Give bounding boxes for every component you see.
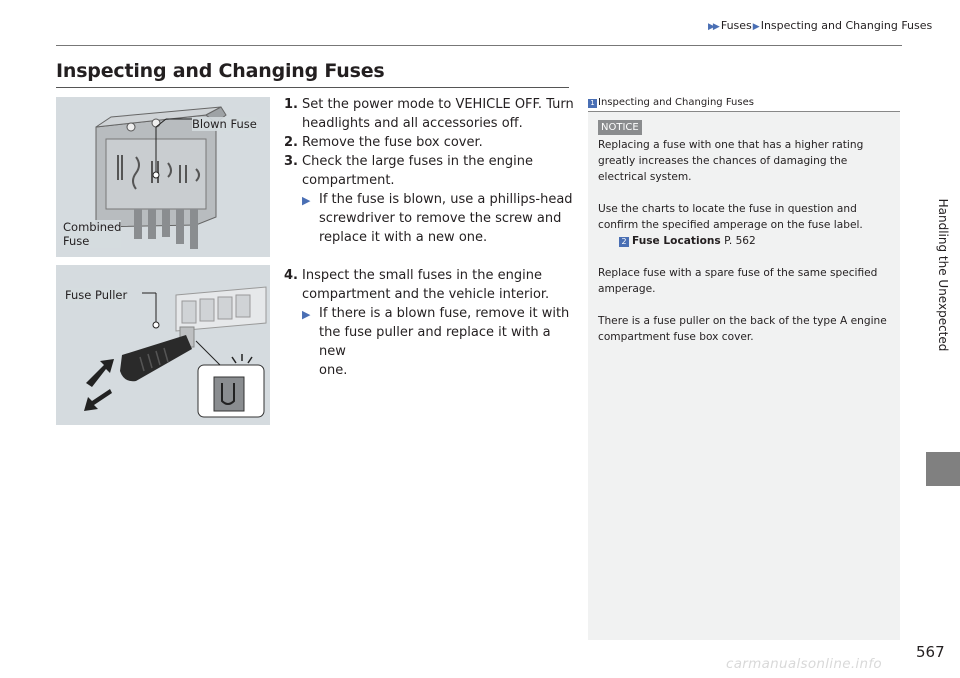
text-line: Replace fuse with a spare fuse of the same specified bbox=[598, 267, 878, 279]
blown-fuse-label: Blown Fuse bbox=[192, 117, 257, 131]
fuse-puller-note bbox=[598, 313, 894, 345]
step-text-line: Check the large fuses in the engine bbox=[302, 154, 533, 169]
step-2 bbox=[284, 133, 574, 152]
xref-page[interactable]: P. 562 bbox=[724, 235, 756, 247]
substep-text-line: If the fuse is blown, use a phillips-head bbox=[319, 192, 573, 207]
step-text-line: headlights and all accessories off. bbox=[302, 116, 523, 131]
combined-fuse-label bbox=[63, 220, 121, 248]
chapter-tab-marker bbox=[926, 452, 960, 486]
text-line: Replacing a fuse with one that has a higher rating bbox=[598, 139, 864, 151]
breadcrumb-arrow-icon: ▶▶ bbox=[708, 22, 718, 32]
breadcrumb bbox=[708, 19, 932, 32]
text-line: Use the charts to locate the fuse in question and bbox=[598, 203, 857, 215]
step-4 bbox=[284, 266, 574, 304]
step-text-line: Set the power mode to VEHICLE OFF. Turn bbox=[302, 97, 574, 112]
locate-fuse-text bbox=[598, 201, 894, 233]
step-text-line: Remove the fuse box cover. bbox=[302, 135, 483, 150]
breadcrumb-section[interactable]: Fuses bbox=[720, 19, 752, 32]
substep-text-line: If there is a blown fuse, remove it with bbox=[319, 306, 570, 321]
fuse-puller-label: Fuse Puller bbox=[65, 288, 128, 302]
step-text-line: Inspect the small fuses in the engine bbox=[302, 268, 542, 283]
step-number: 3. bbox=[284, 154, 298, 169]
page-number: 567 bbox=[916, 643, 945, 661]
sidebar-heading bbox=[588, 95, 900, 112]
step-4-substep bbox=[284, 304, 574, 380]
text-line: greatly increases the chances of damaging the bbox=[598, 155, 848, 167]
replace-fuse-text bbox=[598, 265, 894, 297]
step-number: 2. bbox=[284, 135, 298, 150]
text-line: compartment fuse box cover. bbox=[598, 331, 754, 343]
step-text-line: compartment. bbox=[302, 173, 395, 188]
sidebar-heading-text: Inspecting and Changing Fuses bbox=[598, 97, 754, 108]
cross-reference-icon: 2 bbox=[619, 237, 629, 247]
step-number: 4. bbox=[284, 268, 298, 283]
step-3 bbox=[284, 152, 574, 190]
combined-fuse-label-line2: Fuse bbox=[63, 234, 90, 248]
step-number: 1. bbox=[284, 97, 298, 112]
text-line: There is a fuse puller on the back of the type A engine bbox=[598, 315, 887, 327]
substep-text-line: replace it with a new one. bbox=[319, 230, 488, 245]
notice-text bbox=[598, 137, 894, 185]
header-divider bbox=[56, 45, 902, 46]
notice-badge: NOTICE bbox=[598, 120, 642, 135]
step-1 bbox=[284, 95, 574, 133]
text-line: amperage. bbox=[598, 283, 656, 295]
xref-title[interactable]: Fuse Locations bbox=[632, 235, 721, 247]
instruction-steps bbox=[284, 95, 574, 380]
text-line: electrical system. bbox=[598, 171, 692, 183]
watermark: carmanualsonline.info bbox=[726, 656, 882, 672]
page-title: Inspecting and Changing Fuses bbox=[56, 60, 385, 82]
sidebar-body bbox=[598, 119, 894, 361]
substep-arrow-icon: ▶ bbox=[302, 194, 311, 207]
substep-text-line: the fuse puller and replace it with a new bbox=[319, 325, 551, 359]
fuse-block-illustration bbox=[56, 97, 270, 257]
fuse-locations-link[interactable] bbox=[598, 233, 894, 249]
fuse-puller-illustration bbox=[56, 265, 270, 425]
combined-fuse-label-line1: Combined bbox=[63, 220, 122, 234]
step-text-line: compartment and the vehicle interior. bbox=[302, 287, 550, 302]
sidebar-notes bbox=[588, 95, 900, 640]
text-line: confirm the specified amperage on the fuse label. bbox=[598, 219, 863, 231]
title-divider bbox=[56, 87, 569, 88]
substep-text-line: screwdriver to remove the screw and bbox=[319, 211, 562, 226]
substep-arrow-icon: ▶ bbox=[302, 308, 311, 321]
substep-text-line: one. bbox=[319, 363, 348, 378]
chapter-tab-label: Handling the Unexpected bbox=[936, 198, 950, 352]
chapter-tab[interactable] bbox=[936, 100, 950, 450]
reference-marker-icon: 1 bbox=[588, 99, 597, 108]
step-3-substep bbox=[284, 190, 574, 247]
breadcrumb-page[interactable]: Inspecting and Changing Fuses bbox=[760, 19, 933, 32]
breadcrumb-arrow-icon: ▶ bbox=[752, 22, 760, 32]
